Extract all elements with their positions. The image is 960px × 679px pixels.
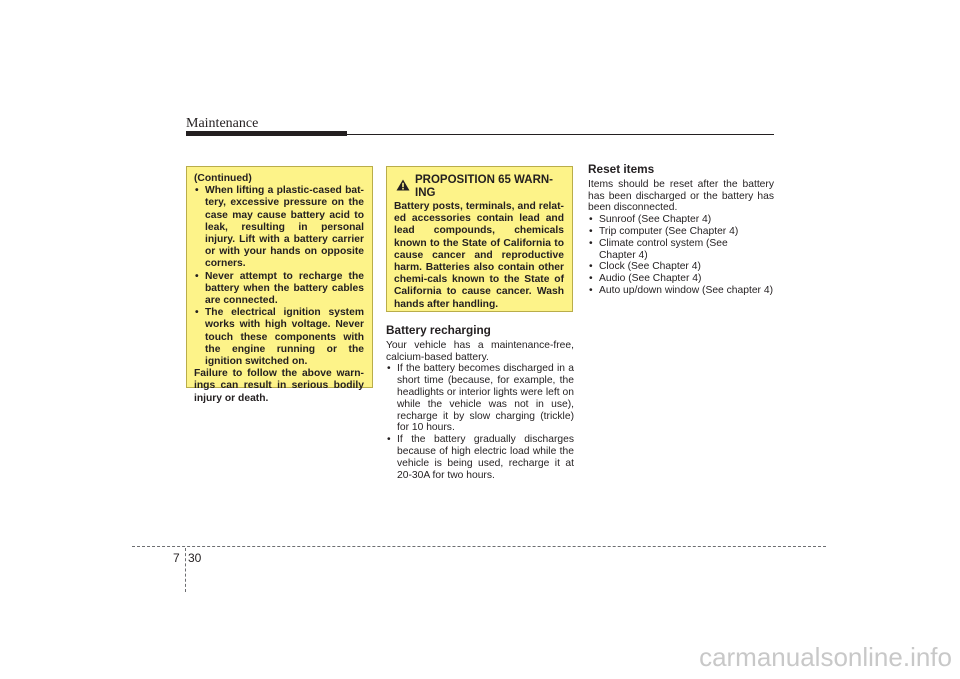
- battery-recharging-list: [386, 363, 574, 481]
- battery-warning-box: [186, 166, 373, 404]
- list-item: • Trip computer (See Chapter 4): [588, 226, 774, 238]
- list-item: • Clock (See Chapter 4): [588, 261, 774, 273]
- warning-bullet: • When lifting a plastic-cased bat-tery, excessive pressure on the case may cause battery acid to leak, resulting in personal injury. Lift with a battery carrier or with your hands on opposite corners.: [194, 185, 364, 270]
- header-rule-thin: [347, 134, 774, 135]
- warning-bullet: • The electrical ignition system works with high voltage. Never touch these components with the engine running or the ignition switched on.: [194, 307, 364, 368]
- reset-items-title: Reset items: [588, 162, 655, 176]
- watermark-text: carmanualsonline.info: [699, 642, 952, 672]
- footer-dashed-rule: [132, 546, 826, 547]
- battery-recharging-title: Battery recharging: [386, 323, 491, 337]
- prop65-heading: [394, 174, 564, 199]
- continued-label: (Continued): [194, 173, 252, 184]
- warning-bullet: • Never attempt to recharge the battery when the battery cables are connected.: [194, 271, 364, 308]
- page-header-title: Maintenance: [186, 116, 259, 131]
- proposition-65-warning-box: [386, 166, 573, 312]
- footer-dashed-divider: [185, 548, 186, 592]
- header-rule-thick: [186, 131, 347, 136]
- prop65-body: Battery posts, terminals, and relat-ed accessories contain lead and lead compounds, chemicals known to the State of California to cause cancer and reproductive harm. Batteries also contain other chemi-cals known to the State of California to cause cancer. Wash hands after handling.: [394, 201, 564, 310]
- list-item: • Auto up/down window (See chapter 4): [588, 285, 774, 297]
- prop65-title: PROPOSITION 65 WARN-ING: [415, 174, 554, 199]
- page-number: 30: [188, 551, 202, 565]
- reset-items-section: [588, 164, 774, 297]
- reset-items-intro: Items should be reset after the battery has been discharged or the battery has been disconnected.: [588, 178, 774, 214]
- list-item: • Audio (See Chapter 4): [588, 273, 774, 285]
- chapter-number: 7: [173, 551, 180, 565]
- warning-bullet-list: [194, 185, 364, 368]
- warning-triangle-icon: [396, 179, 410, 191]
- list-item: • If the battery becomes discharged in a short time (because, for example, the headlights or interior lights were left on while the vehicle was not in use), recharge it by slow charging (trickle) for 10 hours.: [386, 363, 574, 434]
- reset-items-list: [588, 214, 774, 297]
- battery-recharging-intro: Your vehicle has a maintenance-free, calcium-based battery.: [386, 339, 574, 363]
- warning-footer-text: Failure to follow the above warn-ings can result in serious bodily injury or death.: [194, 368, 364, 404]
- list-item: • If the battery gradually discharges because of high electric load while the vehicle is being used, recharge it at 20-30A for two hours.: [386, 434, 574, 481]
- list-item: • Climate control system (See Chapter 4): [588, 238, 774, 262]
- list-item: • Sunroof (See Chapter 4): [588, 214, 774, 226]
- battery-recharging-section: [386, 325, 574, 481]
